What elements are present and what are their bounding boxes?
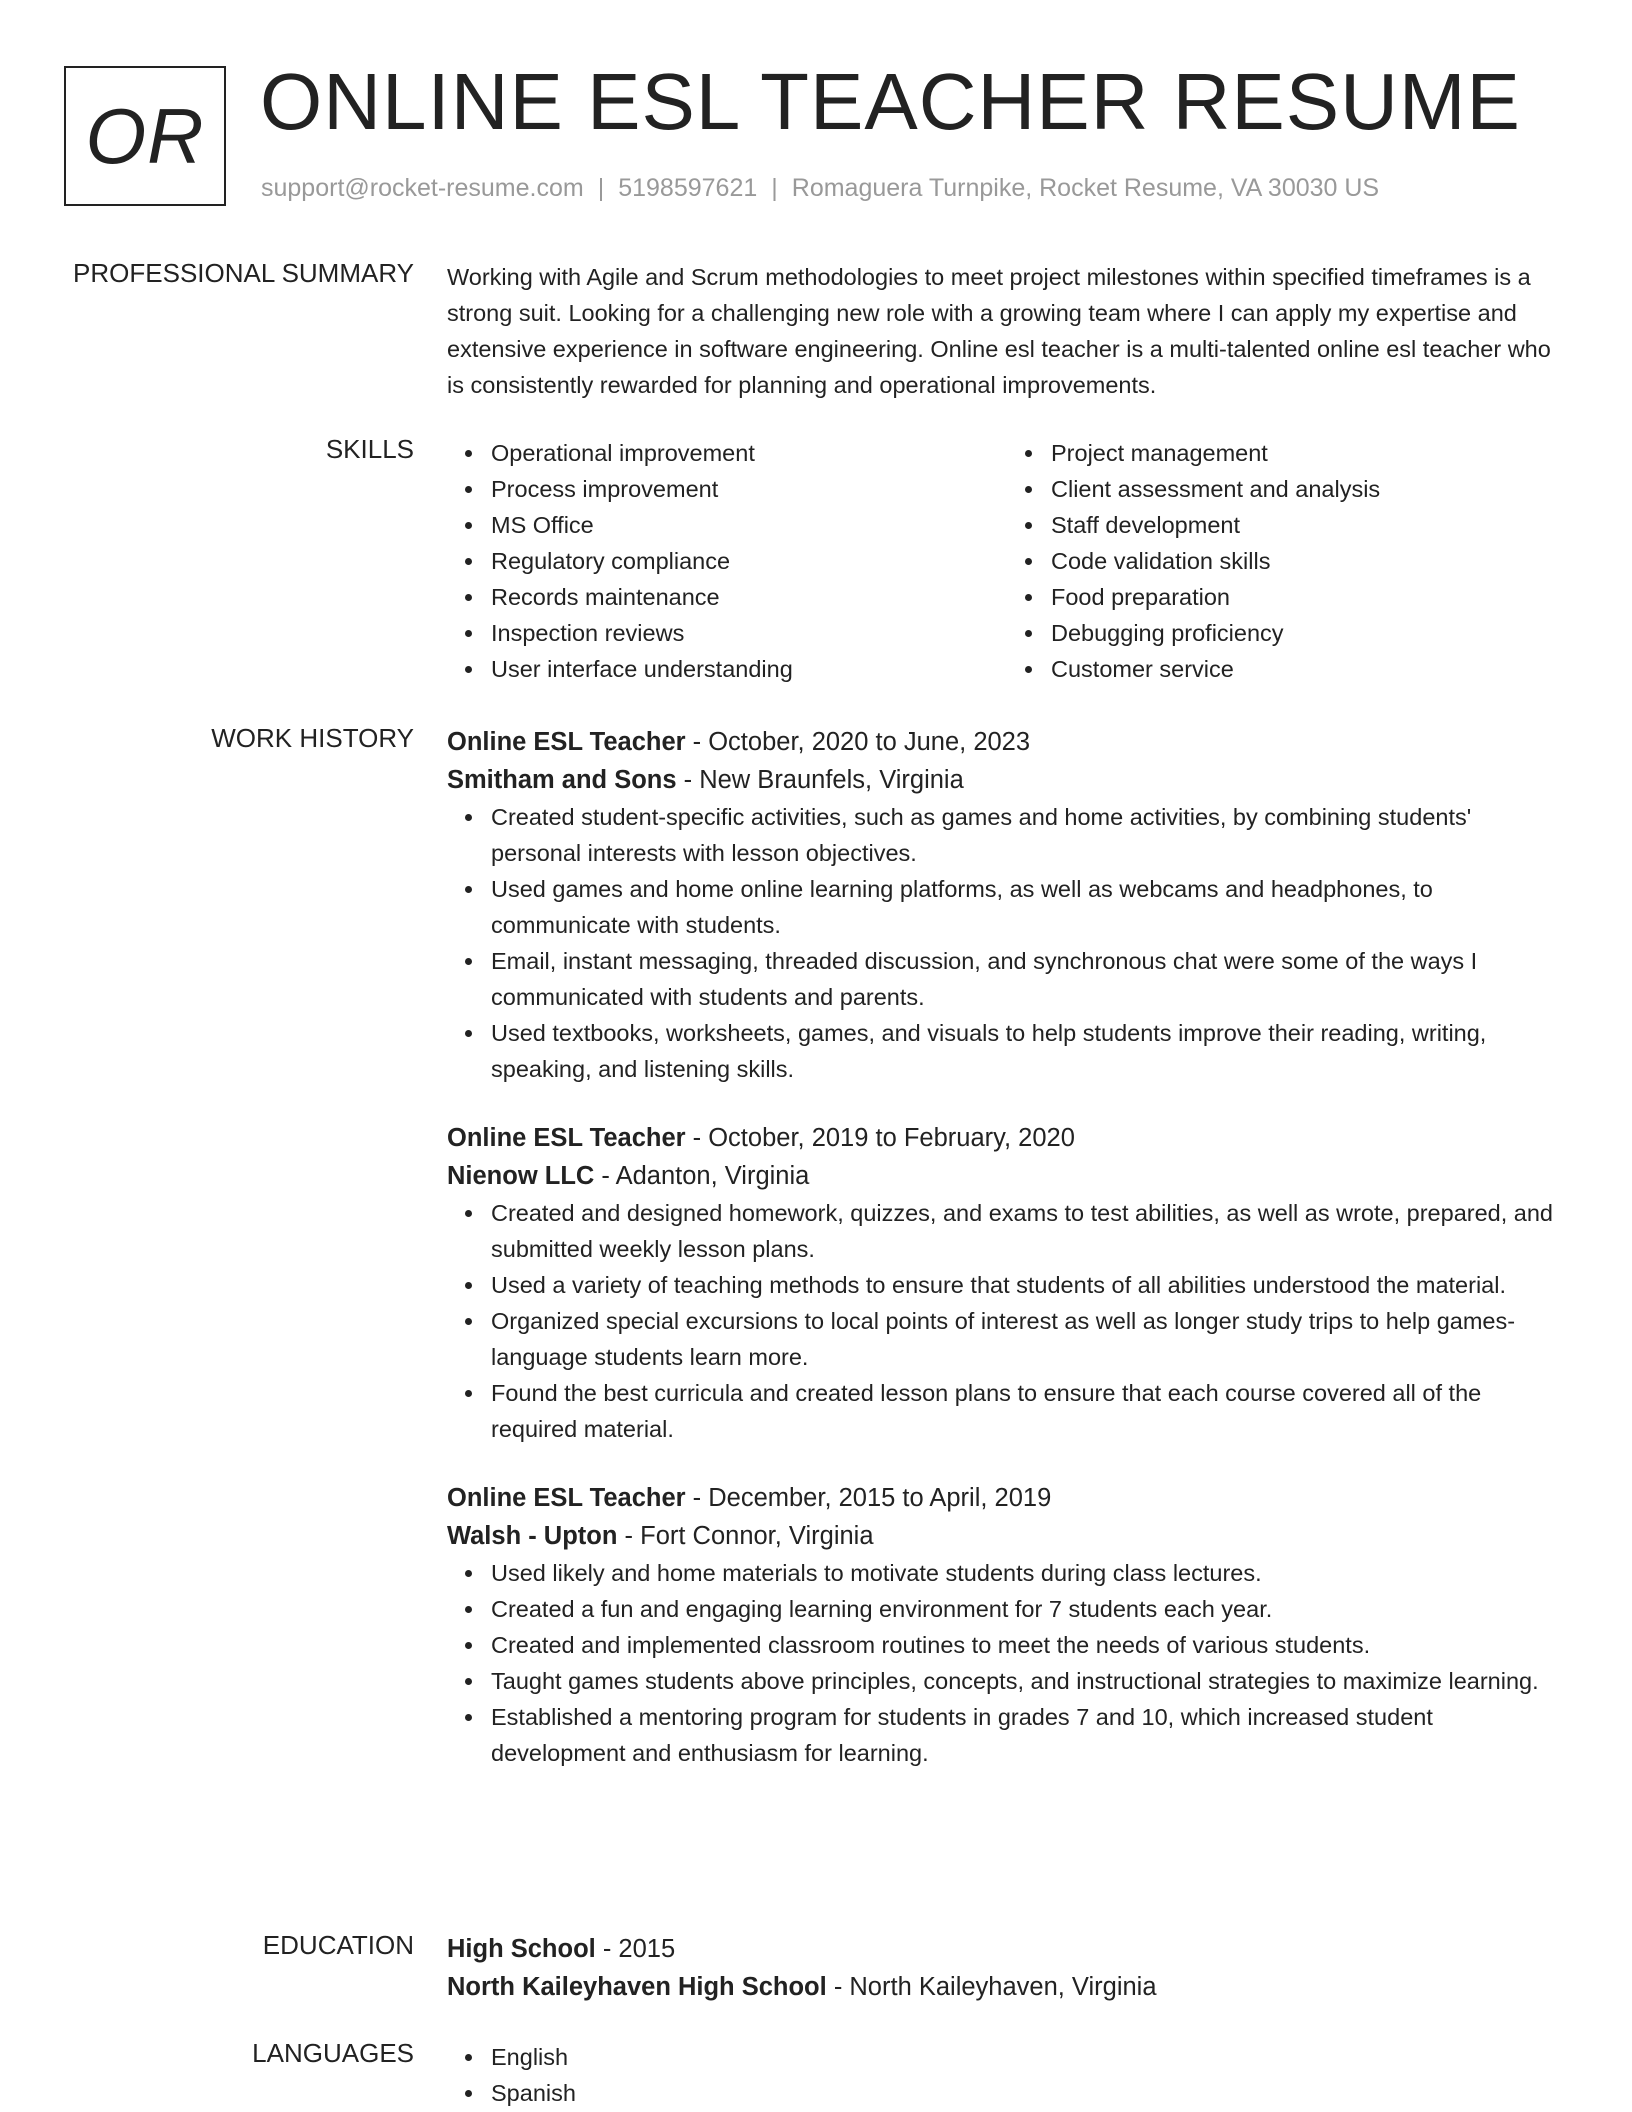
monogram-logo	[64, 66, 226, 206]
job-dates: - October, 2020 to June, 2023	[685, 728, 1031, 756]
summary-text: Working with Agile and Scrum methodologies to meet project milestones within specified timeframes is a strong suit. Looking for a challenging new role with a growing team where I can apply my expertise and extensive experience in software engineering. Online esl teacher is a multi-talented online esl teacher who is consistently rewarded for planning and operational improvements.	[447, 264, 1551, 398]
monogram-text: OR	[85, 91, 205, 180]
contact-separator: |	[597, 174, 605, 202]
skill-item: Process improvement	[491, 471, 1007, 507]
duty-item: Used textbooks, worksheets, games, and visuals to help students improve their reading, writing, speaking, and listening skills.	[491, 1015, 1567, 1087]
job-dates: - October, 2019 to February, 2020	[685, 1124, 1075, 1152]
contact-phone[interactable]: 5198597621	[618, 174, 758, 202]
skill-item: Regulatory compliance	[491, 543, 1007, 579]
job-dates: - December, 2015 to April, 2019	[685, 1484, 1052, 1512]
skill-item: Client assessment and analysis	[1051, 471, 1567, 507]
job-duties	[447, 799, 1567, 1087]
job-duties	[447, 1195, 1567, 1447]
duty-item: Organized special excursions to local points of interest as well as longer study trips to help games-language students learn more.	[491, 1303, 1567, 1375]
duty-item: Created and implemented classroom routines to meet the needs of various students.	[491, 1627, 1567, 1663]
skill-item: Records maintenance	[491, 579, 1007, 615]
skills-list-left	[447, 435, 1007, 687]
duty-item: Found the best curricula and created lesson plans to ensure that each course covered all of the required material.	[491, 1375, 1567, 1447]
duty-item: Created a fun and engaging learning environment for 7 students each year.	[491, 1591, 1567, 1627]
job-location: - New Braunfels, Virginia	[676, 766, 964, 794]
education-year: - 2015	[595, 1935, 676, 1963]
education-location: - North Kaileyhaven, Virginia	[826, 1973, 1157, 2001]
job-company: Smitham and Sons	[447, 766, 677, 794]
job-company: Nienow LLC	[447, 1162, 595, 1190]
job-title: Online ESL Teacher	[447, 1124, 686, 1152]
skill-item: Debugging proficiency	[1051, 615, 1567, 651]
skill-item: Project management	[1051, 435, 1567, 471]
job-entry	[447, 723, 1567, 1087]
duty-item: Used likely and home materials to motivate students during class lectures.	[491, 1555, 1567, 1591]
summary-heading: PROFESSIONAL SUMMARY	[73, 258, 414, 288]
skill-item: Inspection reviews	[491, 615, 1007, 651]
skill-item: Staff development	[1051, 507, 1567, 543]
duty-item: Created student-specific activities, such as games and home activities, by combining students' personal interests with lesson objectives.	[491, 799, 1567, 871]
contact-email[interactable]: support@rocket-resume.com	[261, 174, 584, 202]
languages-list	[447, 2039, 1567, 2111]
education-school: North Kaileyhaven High School	[447, 1973, 827, 2001]
skills-heading: SKILLS	[325, 434, 414, 464]
duty-item: Email, instant messaging, threaded discussion, and synchronous chat were some of the ways I communicated with students and parents.	[491, 943, 1567, 1015]
languages-heading: LANGUAGES	[252, 2038, 414, 2068]
skill-item: User interface understanding	[491, 651, 1007, 687]
job-company: Walsh - Upton	[447, 1522, 618, 1550]
skill-item: MS Office	[491, 507, 1007, 543]
job-title: Online ESL Teacher	[447, 728, 686, 756]
job-location: - Fort Connor, Virginia	[617, 1522, 874, 1550]
job-entry	[447, 1119, 1567, 1447]
skill-item: Code validation skills	[1051, 543, 1567, 579]
duty-item: Taught games students above principles, concepts, and instructional strategies to maximize learning.	[491, 1663, 1567, 1699]
duty-item: Established a mentoring program for students in grades 7 and 10, which increased student development and enthusiasm for learning.	[491, 1699, 1567, 1771]
skill-item: Customer service	[1051, 651, 1567, 687]
duty-item: Used a variety of teaching methods to ensure that students of all abilities understood the material.	[491, 1267, 1567, 1303]
contact-line	[261, 174, 1379, 203]
language-item: English	[491, 2039, 1567, 2075]
language-item: Spanish	[491, 2075, 1567, 2111]
duty-item: Used games and home online learning platforms, as well as webcams and headphones, to communicate with students.	[491, 871, 1567, 943]
education-degree: High School	[447, 1935, 596, 1963]
contact-address: Romaguera Turnpike, Rocket Resume, VA 30030 US	[791, 174, 1380, 202]
skill-item: Operational improvement	[491, 435, 1007, 471]
skill-item: Food preparation	[1051, 579, 1567, 615]
skills-list-right	[1007, 435, 1567, 687]
job-entry	[447, 1479, 1567, 1771]
job-location: - Adanton, Virginia	[594, 1162, 810, 1190]
resume-title: ONLINE ESL TEACHER RESUME	[260, 57, 1521, 146]
job-duties	[447, 1555, 1567, 1771]
contact-separator: |	[771, 174, 778, 202]
job-title: Online ESL Teacher	[447, 1484, 686, 1512]
work-history-heading: WORK HISTORY	[211, 723, 414, 753]
education-heading: EDUCATION	[262, 1930, 414, 1960]
duty-item: Created and designed homework, quizzes, and exams to test abilities, as well as wrote, prepared, and submitted weekly lesson plans.	[491, 1195, 1567, 1267]
